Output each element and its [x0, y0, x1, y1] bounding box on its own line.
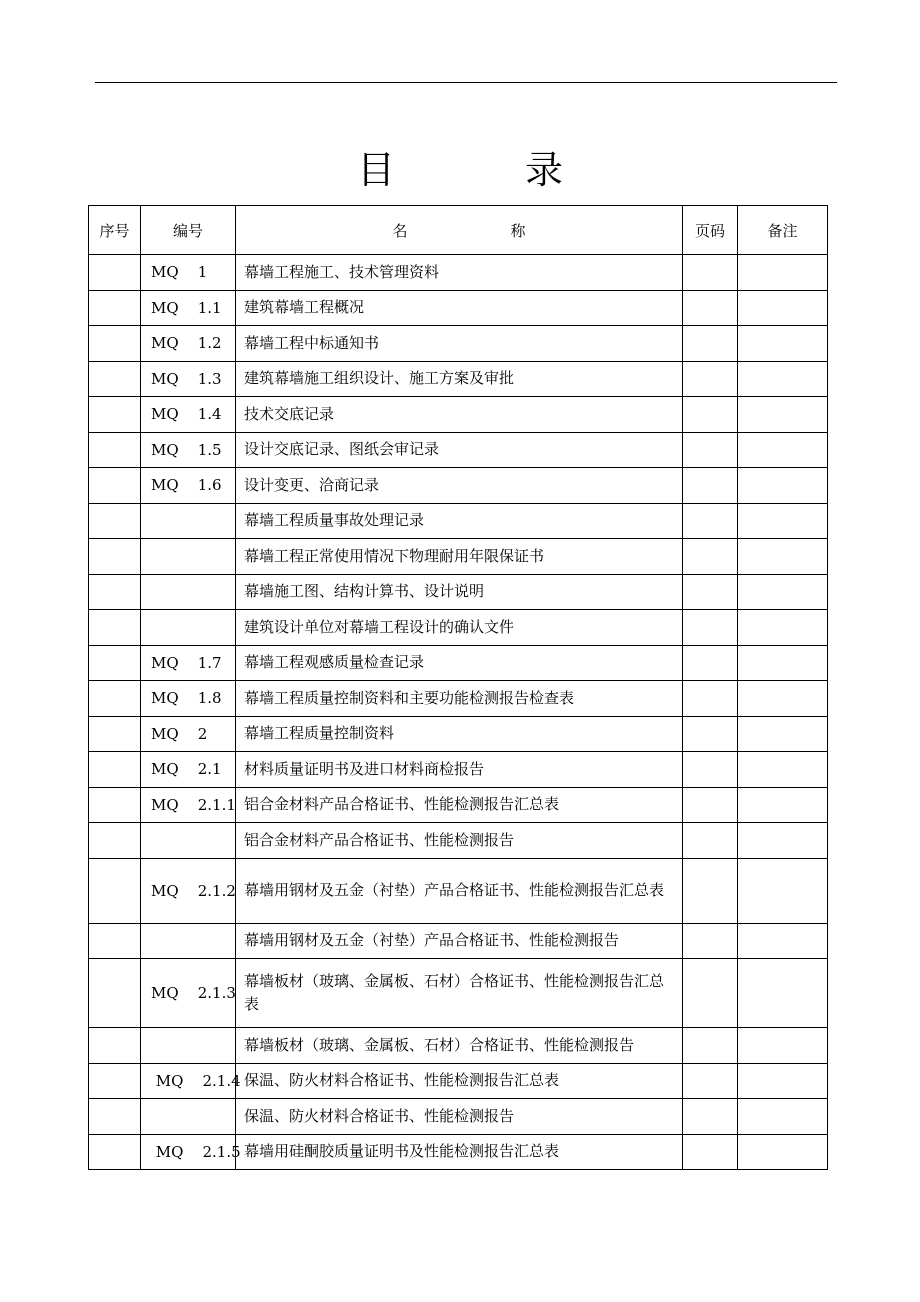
header-seq: 序号 — [89, 206, 141, 255]
seq-cell — [89, 432, 141, 468]
note-cell — [738, 432, 828, 468]
page-cell — [683, 716, 738, 752]
note-cell — [738, 823, 828, 859]
page-cell — [683, 503, 738, 539]
name-cell: 技术交底记录 — [236, 397, 683, 433]
page-cell — [683, 959, 738, 1028]
name-cell: 幕墙板材（玻璃、金属板、石材）合格证书、性能检测报告汇总表 — [236, 959, 683, 1028]
table-row — [89, 503, 828, 539]
name-cell: 幕墙工程正常使用情况下物理耐用年限保证书 — [236, 539, 683, 575]
seq-cell — [89, 503, 141, 539]
note-cell — [738, 858, 828, 923]
code-cell — [141, 1028, 236, 1064]
table-row — [89, 787, 828, 823]
code-cell — [141, 1099, 236, 1135]
name-cell: 材料质量证明书及进口材料商检报告 — [236, 752, 683, 788]
code-cell: MQ 2.1.5 — [141, 1134, 236, 1170]
table-row — [89, 681, 828, 717]
page-cell — [683, 1099, 738, 1135]
seq-cell — [89, 823, 141, 859]
page-cell — [683, 539, 738, 575]
note-cell — [738, 1099, 828, 1135]
code-cell: MQ 1.1 — [141, 290, 236, 326]
code-cell: MQ 1.4 — [141, 397, 236, 433]
page-cell — [683, 290, 738, 326]
name-cell: 设计交底记录、图纸会审记录 — [236, 432, 683, 468]
table-row — [89, 468, 828, 504]
name-cell: 幕墙工程中标通知书 — [236, 326, 683, 362]
table-row — [89, 574, 828, 610]
page-cell — [683, 1028, 738, 1064]
code-cell: MQ 1.5 — [141, 432, 236, 468]
code-cell: MQ 2 — [141, 716, 236, 752]
seq-cell — [89, 468, 141, 504]
header-note: 备注 — [738, 206, 828, 255]
table-row — [89, 1028, 828, 1064]
table-row — [89, 361, 828, 397]
seq-cell — [89, 610, 141, 646]
name-cell: 铝合金材料产品合格证书、性能检测报告汇总表 — [236, 787, 683, 823]
table-row — [89, 610, 828, 646]
note-cell — [738, 326, 828, 362]
page-cell — [683, 752, 738, 788]
table-row — [89, 923, 828, 959]
note-cell — [738, 539, 828, 575]
name-cell: 幕墙工程观感质量检查记录 — [236, 645, 683, 681]
name-cell: 保温、防火材料合格证书、性能检测报告汇总表 — [236, 1063, 683, 1099]
code-cell — [141, 539, 236, 575]
seq-cell — [89, 1099, 141, 1135]
seq-cell — [89, 326, 141, 362]
name-cell: 幕墙工程质量控制资料和主要功能检测报告检查表 — [236, 681, 683, 717]
name-cell: 幕墙用硅酮胶质量证明书及性能检测报告汇总表 — [236, 1134, 683, 1170]
page-title: 目 录 — [356, 148, 609, 192]
note-cell — [738, 397, 828, 433]
seq-cell — [89, 716, 141, 752]
table-row — [89, 645, 828, 681]
table-row — [89, 823, 828, 859]
seq-cell — [89, 361, 141, 397]
code-cell — [141, 923, 236, 959]
note-cell — [738, 1063, 828, 1099]
note-cell — [738, 1028, 828, 1064]
code-cell: MQ 2.1.2 — [141, 858, 236, 923]
name-cell: 幕墙用钢材及五金（衬垫）产品合格证书、性能检测报告汇总表 — [236, 858, 683, 923]
table-row — [89, 255, 828, 291]
page-cell — [683, 432, 738, 468]
code-cell: MQ 1.7 — [141, 645, 236, 681]
header-name: 名 称 — [236, 206, 683, 255]
page-cell — [683, 858, 738, 923]
table-row — [89, 716, 828, 752]
code-cell: MQ 1.2 — [141, 326, 236, 362]
name-cell: 幕墙工程质量事故处理记录 — [236, 503, 683, 539]
header-rule — [95, 82, 837, 83]
seq-cell — [89, 787, 141, 823]
name-cell: 保温、防火材料合格证书、性能检测报告 — [236, 1099, 683, 1135]
note-cell — [738, 716, 828, 752]
toc-table — [88, 205, 828, 1170]
seq-cell — [89, 255, 141, 291]
table-row — [89, 326, 828, 362]
note-cell — [738, 361, 828, 397]
note-cell — [738, 468, 828, 504]
table-row — [89, 1099, 828, 1135]
name-cell: 幕墙板材（玻璃、金属板、石材）合格证书、性能检测报告 — [236, 1028, 683, 1064]
page-cell — [683, 923, 738, 959]
table-row — [89, 959, 828, 1028]
name-cell: 幕墙用钢材及五金（衬垫）产品合格证书、性能检测报告 — [236, 923, 683, 959]
seq-cell — [89, 1134, 141, 1170]
code-cell: MQ 2.1.3 — [141, 959, 236, 1028]
note-cell — [738, 610, 828, 646]
code-cell: MQ 2.1.1 — [141, 787, 236, 823]
code-cell — [141, 610, 236, 646]
note-cell — [738, 923, 828, 959]
page-cell — [683, 326, 738, 362]
note-cell — [738, 959, 828, 1028]
code-cell — [141, 574, 236, 610]
code-cell: MQ 2.1 — [141, 752, 236, 788]
seq-cell — [89, 923, 141, 959]
table-row — [89, 1063, 828, 1099]
header-code: 编号 — [141, 206, 236, 255]
note-cell — [738, 681, 828, 717]
table-row — [89, 858, 828, 923]
name-cell: 建筑设计单位对幕墙工程设计的确认文件 — [236, 610, 683, 646]
seq-cell — [89, 645, 141, 681]
page-cell — [683, 255, 738, 291]
seq-cell — [89, 539, 141, 575]
name-cell: 铝合金材料产品合格证书、性能检测报告 — [236, 823, 683, 859]
note-cell — [738, 1134, 828, 1170]
name-cell: 幕墙工程施工、技术管理资料 — [236, 255, 683, 291]
seq-cell — [89, 858, 141, 923]
page-cell — [683, 574, 738, 610]
code-cell — [141, 823, 236, 859]
note-cell — [738, 503, 828, 539]
table-row — [89, 290, 828, 326]
note-cell — [738, 752, 828, 788]
code-cell: MQ 2.1.4 — [141, 1063, 236, 1099]
table-header-row — [89, 206, 828, 255]
name-cell: 建筑幕墙施工组织设计、施工方案及审批 — [236, 361, 683, 397]
code-cell: MQ 1 — [141, 255, 236, 291]
name-cell: 幕墙工程质量控制资料 — [236, 716, 683, 752]
name-cell: 设计变更、洽商记录 — [236, 468, 683, 504]
name-cell: 幕墙施工图、结构计算书、设计说明 — [236, 574, 683, 610]
page-cell — [683, 787, 738, 823]
seq-cell — [89, 1028, 141, 1064]
code-cell: MQ 1.3 — [141, 361, 236, 397]
page-cell — [683, 468, 738, 504]
seq-cell — [89, 290, 141, 326]
seq-cell — [89, 574, 141, 610]
note-cell — [738, 787, 828, 823]
table-row — [89, 397, 828, 433]
page-cell — [683, 823, 738, 859]
code-cell — [141, 503, 236, 539]
table-row — [89, 539, 828, 575]
note-cell — [738, 574, 828, 610]
seq-cell — [89, 681, 141, 717]
code-cell: MQ 1.6 — [141, 468, 236, 504]
seq-cell — [89, 752, 141, 788]
seq-cell — [89, 1063, 141, 1099]
note-cell — [738, 645, 828, 681]
seq-cell — [89, 959, 141, 1028]
note-cell — [738, 290, 828, 326]
table-row — [89, 432, 828, 468]
seq-cell — [89, 397, 141, 433]
page-cell — [683, 645, 738, 681]
page-cell — [683, 361, 738, 397]
note-cell — [738, 255, 828, 291]
page-cell — [683, 681, 738, 717]
code-cell: MQ 1.8 — [141, 681, 236, 717]
page-cell — [683, 1063, 738, 1099]
page-cell — [683, 1134, 738, 1170]
header-page: 页码 — [683, 206, 738, 255]
name-cell: 建筑幕墙工程概况 — [236, 290, 683, 326]
page-cell — [683, 397, 738, 433]
page-cell — [683, 610, 738, 646]
table-row — [89, 1134, 828, 1170]
table-row — [89, 752, 828, 788]
